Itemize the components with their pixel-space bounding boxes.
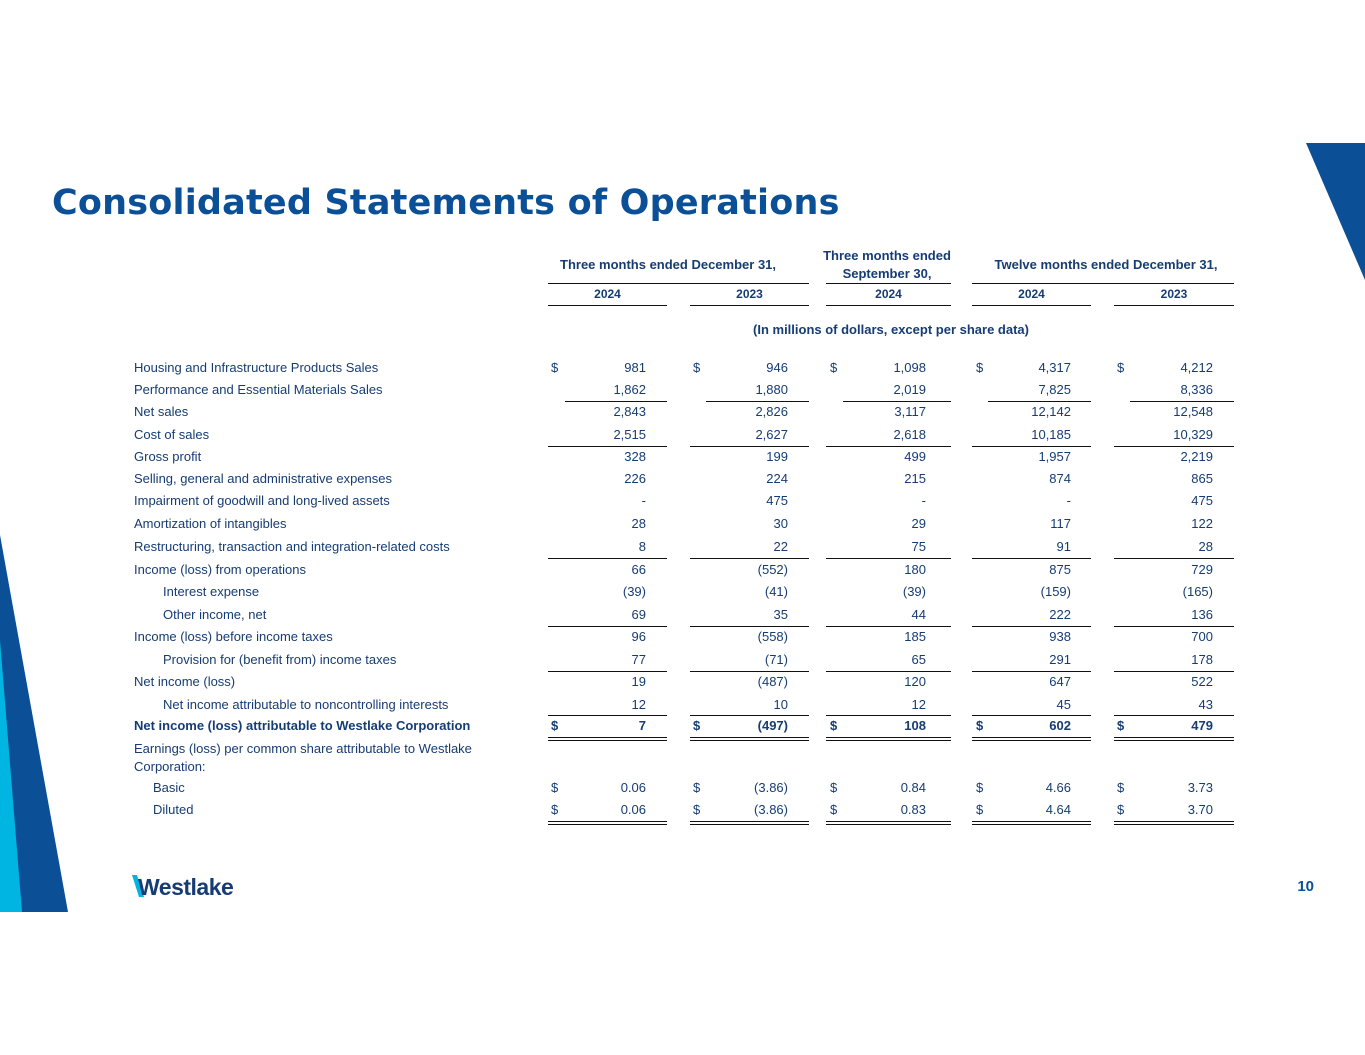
table-row — [0, 581, 1365, 603]
table-row — [0, 424, 1365, 446]
cell-value: 4.64 — [1045, 802, 1071, 817]
year-header: 2023 — [736, 287, 763, 301]
cell-value: 602 — [1049, 718, 1071, 733]
cell-value: 981 — [624, 360, 646, 375]
cell-value: 199 — [766, 449, 788, 464]
table-row — [0, 559, 1365, 581]
row-label: Income (loss) from operations — [134, 562, 306, 577]
cell-value: 65 — [911, 652, 926, 667]
cell-value: (487) — [757, 674, 788, 689]
cell-value: 2,627 — [755, 427, 788, 442]
eps-heading: Earnings (loss) per common share attributable to Westlake Corporation: — [134, 741, 472, 774]
cell-value: 12 — [631, 697, 646, 712]
cell-value: 328 — [624, 449, 646, 464]
table-row — [0, 468, 1365, 490]
cell-value: 91 — [1056, 539, 1071, 554]
cell-value: 224 — [766, 471, 788, 486]
cell-value: 7,825 — [1038, 382, 1071, 397]
table-row — [0, 490, 1365, 512]
currency-symbol: $ — [1117, 780, 1125, 795]
total-double-rule — [972, 821, 1091, 825]
currency-symbol: $ — [830, 718, 838, 733]
row-label: Provision for (benefit from) income taxes — [163, 652, 397, 667]
year-rule — [548, 305, 667, 306]
cell-value: 45 — [1056, 697, 1071, 712]
row-label: Interest expense — [163, 584, 260, 599]
currency-symbol: $ — [1117, 360, 1125, 375]
total-double-rule — [826, 737, 951, 741]
cell-value: 29 — [911, 516, 926, 531]
cell-value: (3.86) — [754, 780, 788, 795]
cell-value: 4,317 — [1038, 360, 1071, 375]
total-double-rule — [548, 821, 667, 825]
logo-wordmark: Westlake — [138, 874, 234, 900]
currency-symbol: $ — [976, 360, 984, 375]
currency-symbol: $ — [551, 360, 559, 375]
table-row — [0, 513, 1365, 535]
cell-value: 122 — [1191, 516, 1213, 531]
cell-value: 75 — [911, 539, 926, 554]
cell-value: 8 — [638, 539, 646, 554]
cell-value: 28 — [1198, 539, 1213, 554]
cell-value: (558) — [757, 629, 788, 644]
cell-value: 2,019 — [893, 382, 926, 397]
cell-value: 44 — [911, 607, 926, 622]
table-row — [0, 649, 1365, 671]
cell-value: 938 — [1049, 629, 1071, 644]
currency-symbol: $ — [1117, 718, 1125, 733]
row-label: Other income, net — [163, 607, 267, 622]
cell-value: 108 — [904, 718, 926, 733]
cell-value: 66 — [631, 562, 646, 577]
cell-value: 215 — [904, 471, 926, 486]
cell-value: 226 — [624, 471, 646, 486]
row-label: Income (loss) before income taxes — [134, 629, 333, 644]
year-rule — [972, 305, 1091, 306]
currency-symbol: $ — [693, 802, 701, 817]
total-double-rule — [1114, 737, 1234, 741]
cell-value: 0.84 — [900, 780, 926, 795]
cell-value: (3.86) — [754, 802, 788, 817]
row-label: Impairment of goodwill and long-lived assets — [134, 493, 390, 508]
cell-value: 117 — [1050, 516, 1071, 531]
table-row — [0, 536, 1365, 558]
currency-symbol: $ — [693, 780, 701, 795]
cell-value: 875 — [1049, 562, 1071, 577]
cell-value: 946 — [766, 360, 788, 375]
currency-symbol: $ — [551, 780, 559, 795]
year-rule — [826, 305, 951, 306]
cell-value: 28 — [631, 516, 646, 531]
cell-value: - — [1066, 493, 1071, 508]
cell-value: (497) — [757, 718, 788, 733]
currency-symbol: $ — [551, 802, 559, 817]
table-row — [0, 626, 1365, 648]
currency-symbol: $ — [693, 360, 701, 375]
cell-value: 647 — [1049, 674, 1071, 689]
cell-value: 700 — [1191, 629, 1213, 644]
cell-value: 69 — [631, 607, 646, 622]
cell-value: (41) — [764, 584, 788, 599]
cell-value: 3,117 — [894, 404, 926, 419]
cell-value: 479 — [1191, 718, 1213, 733]
cell-value: (39) — [902, 584, 926, 599]
row-label: Housing and Infrastructure Products Sales — [134, 360, 379, 375]
row-label: Amortization of intangibles — [134, 516, 287, 531]
column-group-fy: Twelve months ended December 31, — [994, 257, 1218, 272]
currency-symbol: $ — [551, 718, 559, 733]
table-row — [0, 715, 1365, 737]
cell-value: 43 — [1198, 697, 1213, 712]
cell-value: (159) — [1040, 584, 1071, 599]
table-row — [0, 777, 1365, 799]
cell-value: 35 — [773, 607, 788, 622]
cell-value: 0.06 — [620, 780, 646, 795]
cell-value: 475 — [1191, 493, 1213, 508]
currency-symbol: $ — [976, 718, 984, 733]
cell-value: 874 — [1049, 471, 1071, 486]
cell-value: 3.70 — [1187, 802, 1213, 817]
table-row — [0, 799, 1365, 821]
row-label: Diluted — [153, 802, 194, 817]
cell-value: 180 — [904, 562, 926, 577]
cell-value: 12,548 — [1173, 404, 1213, 419]
page-number: 10 — [1297, 878, 1314, 895]
total-double-rule — [548, 737, 667, 741]
row-label: Net sales — [134, 404, 189, 419]
cell-value: 120 — [904, 674, 926, 689]
year-header: 2024 — [594, 287, 621, 301]
total-double-rule — [972, 737, 1091, 741]
total-double-rule — [826, 821, 951, 825]
cell-value: 185 — [904, 629, 926, 644]
currency-symbol: $ — [976, 802, 984, 817]
row-label: Net income (loss) — [134, 674, 236, 689]
year-header: 2024 — [1018, 287, 1045, 301]
row-label: Performance and Essential Materials Sales — [134, 382, 383, 397]
currency-symbol: $ — [1117, 802, 1125, 817]
cell-value: 12,142 — [1031, 404, 1071, 419]
cell-value: - — [641, 493, 646, 508]
cell-value: 291 — [1049, 652, 1071, 667]
cell-value: (71) — [764, 652, 788, 667]
cell-value: 1,862 — [613, 382, 646, 397]
westlake-logo — [132, 873, 257, 901]
table-row — [0, 446, 1365, 468]
year-header: 2024 — [875, 287, 902, 301]
cell-value: 10,329 — [1173, 427, 1213, 442]
cell-value: 2,219 — [1180, 449, 1213, 464]
cell-value: 475 — [766, 493, 788, 508]
header-rule — [972, 283, 1234, 284]
cell-value: 2,515 — [613, 427, 646, 442]
cell-value: 19 — [631, 674, 646, 689]
cell-value: 729 — [1191, 562, 1213, 577]
row-label: Cost of sales — [134, 427, 210, 442]
cell-value: 136 — [1191, 607, 1213, 622]
year-header: 2023 — [1160, 287, 1188, 301]
cell-value: 8,336 — [1180, 382, 1213, 397]
cell-value: 77 — [631, 652, 646, 667]
total-double-rule — [690, 737, 809, 741]
cell-value: 222 — [1049, 607, 1071, 622]
column-group-q3: Three months ended September 30, — [823, 248, 951, 281]
currency-symbol: $ — [830, 802, 838, 817]
table-row — [0, 694, 1365, 716]
cell-value: 30 — [773, 516, 788, 531]
cell-value: (552) — [757, 562, 788, 577]
row-label: Basic — [153, 780, 185, 795]
cell-value: 178 — [1191, 652, 1213, 667]
cell-value: (39) — [622, 584, 646, 599]
page-title: Consolidated Statements of Operations — [52, 183, 840, 223]
row-label: Selling, general and administrative expenses — [134, 471, 392, 486]
cell-value: 10 — [773, 697, 788, 712]
header-rule — [826, 283, 951, 284]
table-row — [0, 401, 1365, 423]
currency-symbol: $ — [830, 360, 838, 375]
cell-value: 3.73 — [1187, 780, 1213, 795]
row-label: Net income attributable to noncontrolling interests — [163, 697, 449, 712]
cell-value: 4.66 — [1045, 780, 1071, 795]
cell-value: 1,098 — [893, 360, 926, 375]
cell-value: 12 — [911, 697, 926, 712]
row-label: Restructuring, transaction and integration-related costs — [134, 539, 450, 554]
total-double-rule — [690, 821, 809, 825]
currency-symbol: $ — [830, 780, 838, 795]
cell-value: 0.83 — [900, 802, 926, 817]
cell-value: 1,957 — [1038, 449, 1071, 464]
total-double-rule — [1114, 821, 1234, 825]
cell-value: 499 — [904, 449, 926, 464]
cell-value: 522 — [1191, 674, 1213, 689]
cell-value: 1,880 — [755, 382, 788, 397]
cell-value: 22 — [773, 539, 788, 554]
cell-value: 10,185 — [1031, 427, 1071, 442]
row-label: Net income (loss) attributable to Westlake Corporation — [134, 718, 471, 733]
table-row — [0, 604, 1365, 626]
table-row — [0, 379, 1365, 401]
row-label: Gross profit — [134, 449, 202, 464]
header-rule — [548, 283, 809, 284]
units-note: (In millions of dollars, except per share data) — [753, 322, 1029, 337]
cell-value: - — [921, 493, 926, 508]
cell-value: (165) — [1182, 584, 1213, 599]
cell-value: 4,212 — [1180, 360, 1213, 375]
cell-value: 865 — [1191, 471, 1213, 486]
cell-value: 2,843 — [613, 404, 646, 419]
column-group-q4: Three months ended December 31, — [560, 257, 777, 272]
cell-value: 0.06 — [620, 802, 646, 817]
cell-value: 2,826 — [755, 404, 788, 419]
table-row — [0, 671, 1365, 693]
cell-value: 96 — [631, 629, 646, 644]
table-row — [0, 357, 1365, 379]
cell-value: 7 — [638, 718, 646, 733]
year-rule — [1114, 305, 1234, 306]
cell-value: 2,618 — [893, 427, 926, 442]
currency-symbol: $ — [976, 780, 984, 795]
year-rule — [690, 305, 809, 306]
currency-symbol: $ — [693, 718, 701, 733]
